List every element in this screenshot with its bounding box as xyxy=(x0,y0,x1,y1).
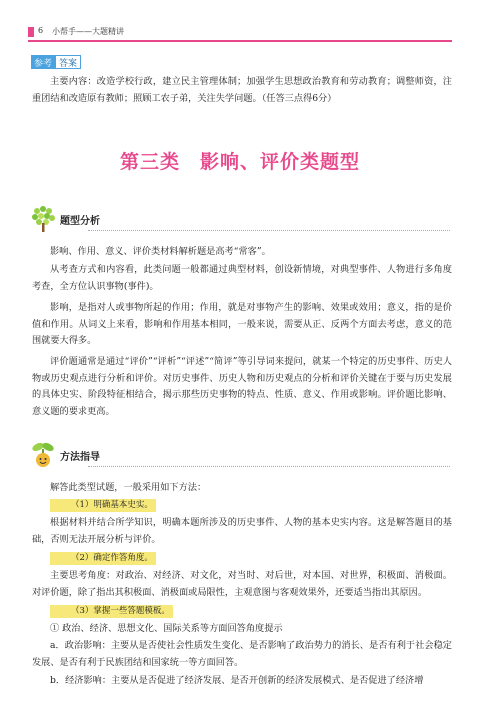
paragraph: b．经济影响：主要从是否促进了经济发展、是否开创新的经济发展模式、是否促进了经济增 xyxy=(50,675,424,686)
page-title: 第三类 影响、评价类题型 xyxy=(119,151,360,173)
page-number: 6 xyxy=(38,26,44,35)
tree-icon xyxy=(30,205,56,233)
paragraph: 评价题通常是通过“评价”“评析”“评述”“简评”等引导词来提问，就某一个特定的历史事件、历史人物或历史观点进行分析和评价。对历史事件、历史人物和历史观点的分析和评价关键在于要与历史发展的具体史实、阶段特征相结合，揭示那些历史事物的特点、性质、意义、作用或影响。评价题比影响、意义题的要求更高。 xyxy=(32,356,452,417)
paragraph: 根据材料并结合所学知识，明确本题所涉及的历史事件、人物的基本史实内容。这是解答题目的基础，否则无法开展分析与评价。 xyxy=(32,517,452,545)
paragraph: 从考查方式和内容看，此类问题一般都通过典型材料，创设新情境，对典型事件、人物进行多角度考查，全方位认识事物(事件)。 xyxy=(32,264,452,292)
running-header-title: 小帮手——大题精讲 xyxy=(52,27,124,36)
sprout-icon xyxy=(30,441,56,469)
section-divider xyxy=(88,466,450,467)
paragraph: 解答此类型试题，一般采用如下方法： xyxy=(50,482,207,493)
answer-label xyxy=(31,55,81,69)
answer-label-part2: 答案 xyxy=(55,55,81,69)
answer-text: 主要内容：改造学校行政，建立民主管理体制；加强学生思想政治教育和劳动教育；调整师资，注重团结和改造原有教师；照顾工农子弟，关注失学问题。（任答三点得6分） xyxy=(32,76,452,104)
section-heading-label: 方法指导 xyxy=(60,451,100,463)
paragraph: ① 政治、经济、思想文化、国际关系等方面回答角度提示 xyxy=(50,623,283,634)
paragraph: 影响、作用、意义、评价类材料解析题是高考“常客”。 xyxy=(50,246,271,257)
section-heading-label: 题型分析 xyxy=(60,215,100,227)
step-label-highlight: （3）掌握一些答题模板。 xyxy=(50,605,173,618)
paragraph: 影响，是指对人或事物所起的作用；作用，就是对事物产生的影响、效果或效用；意义，指的是价值和作用。从词义上来看，影响和作用基本相同，一般来说，需要从正、反两个方面去考虑，意义的范围就要大得多。 xyxy=(32,302,452,346)
section-divider xyxy=(88,230,450,231)
paragraph: a．政治影响：主要从是否使社会性质发生变化、是否影响了政治势力的消长、是否有利于社会稳定发展、是否有利于民族团结和国家统一等方面回答。 xyxy=(32,640,452,668)
step-label-highlight: （1）明确基本史实。 xyxy=(50,499,156,512)
step-label-highlight: （2）确定作答角度。 xyxy=(50,552,156,565)
step-label xyxy=(32,550,452,567)
step-label xyxy=(32,603,452,620)
answer-label-part1: 参考 xyxy=(31,55,55,69)
paragraph: 主要思考角度：对政治、对经济、对文化，对当时、对后世，对本国、对世界，积极面、消极面。对评价题，除了指出其积极面、消极面或局限性，主观意图与客观效果外，还要适当指出其原因。 xyxy=(32,570,452,598)
step-label xyxy=(32,497,452,514)
header-divider xyxy=(28,40,452,42)
header-tab-marker xyxy=(28,27,34,37)
